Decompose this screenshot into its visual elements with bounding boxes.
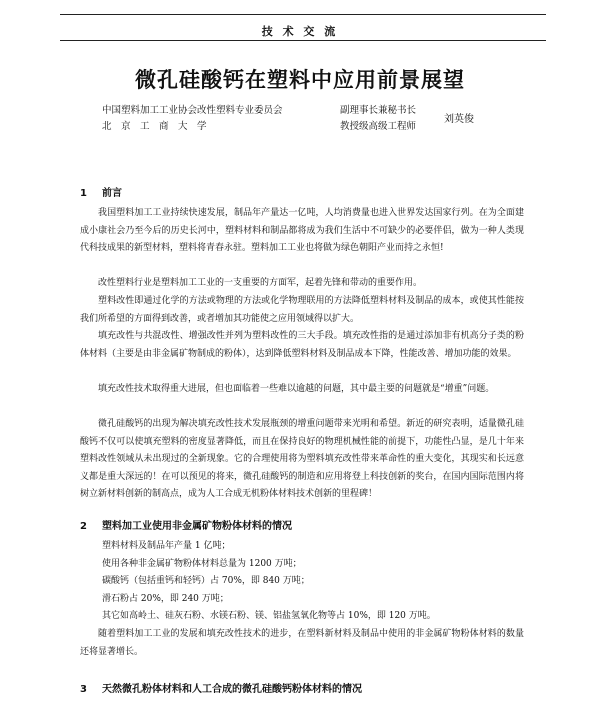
list-item: 其它如高岭土、硅灰石粉、水镁石粉、镁、铝盐氢氧化物等占 10%，即 120 万吨。 xyxy=(102,611,436,622)
list-item: 塑料材料及制品年产量 1 亿吨； xyxy=(102,541,231,551)
author-name: 刘英俊 xyxy=(444,114,474,125)
list-item: 使用各种非金属矿物粉体材料总量为 1200 万吨； xyxy=(102,558,302,569)
author-org-1: 中国塑料加工工业协会改性塑料专业委员会 xyxy=(102,105,283,116)
author-role-1: 副理事长兼秘书长 xyxy=(340,105,417,116)
paragraph: 填充改性与共混改性、增强改性并列为塑料改性的三大手段。填充改性指的是通过添加非有机高分子类的粉体材料（主要是由非金属矿物制成的粉体），达到降低塑料材料及制品成本下降，性能改善、增加功能的效果。 xyxy=(80,331,524,359)
section-3-heading xyxy=(80,680,362,695)
header-rule-bottom xyxy=(60,40,546,41)
section-title: 天然微孔粉体材料和人工合成的微孔硅酸钙粉体材料的情况 xyxy=(102,684,362,695)
section-title: 前言 xyxy=(102,188,122,199)
section-1-heading xyxy=(80,184,122,199)
section-number: 2 xyxy=(80,521,87,532)
list-item: 滑石粉占 20%，即 240 万吨； xyxy=(102,593,229,604)
list-item: 碳酸钙（包括重钙和轻钙）占 70%，即 840 万吨； xyxy=(102,576,310,587)
paragraph: 随着塑料加工工业的发展和填充改性技术的进步，在塑料新材料及制品中使用的非金属矿物粉体材料的数量还将显著增长。 xyxy=(80,629,524,657)
paragraph: 填充改性技术取得重大进展，但也面临着一些难以逾越的问题，其中最主要的问题就是“增重”问题。 xyxy=(98,384,495,394)
section-number: 3 xyxy=(80,684,87,695)
author-org-2: 北 京 工 商 大 学 xyxy=(102,121,207,132)
section-2-heading xyxy=(80,517,292,532)
author-role-2: 教授级高级工程师 xyxy=(340,121,417,132)
paragraph: 微孔硅酸钙的出现为解决填充改性技术发展瓶颈的增重问题带来光明和希望。新近的研究表明，适量微孔硅酸钙不仅可以使填充塑料的密度显著降低，而且在保持良好的物理机械性能的前提下，功能性凸显，是几十年来塑料改性领域从未出现过的全新现象。它的合理使用将为塑料填充改性带来革命性的重大变化，其现实和长远意义都是重大深远的！在可以预见的将来，微孔硅酸钙的制造和应用将登上科技创新的奖台，在国内国际范围内将树立新材料创新的制高点，成为人工合成无机粉体材料技术创新的里程碑！ xyxy=(80,419,524,500)
paragraph: 改性塑料行业是塑料加工工业的一支重要的方面军，起着先锋和带动的重要作用。 xyxy=(98,278,423,288)
running-head: 技 术 交 流 xyxy=(261,25,339,38)
material-usage-list xyxy=(102,538,522,626)
paragraph: 塑料改性即通过化学的方法或物理的方法或化学物理联用的方法降低塑料材料及制品的成本，或使其性能按我们所希望的方面得到改善，或者增加其功能使之应用领域得以扩大。 xyxy=(80,296,524,324)
section-title: 塑料加工业使用非金属矿物粉体材料的情况 xyxy=(102,521,292,532)
paragraph: 我国塑料加工工业持续快速发展，制品年产量达一亿吨，人均消费量也进入世界发达国家行列。在为全面建成小康社会乃至今后的历史长河中，塑料材料和制品都将成为我们生活中不可缺少的必要伴侣，做为一种人类现代科技成果的新型材料，塑料将青春永驻。塑料加工工业也将做为绿色朝阳产业而持之永恒! xyxy=(80,208,524,254)
section-number: 1 xyxy=(80,188,87,199)
header-rule-top xyxy=(60,14,546,15)
page-title: 微孔硅酸钙在塑料中应用前景展望 xyxy=(135,68,465,92)
